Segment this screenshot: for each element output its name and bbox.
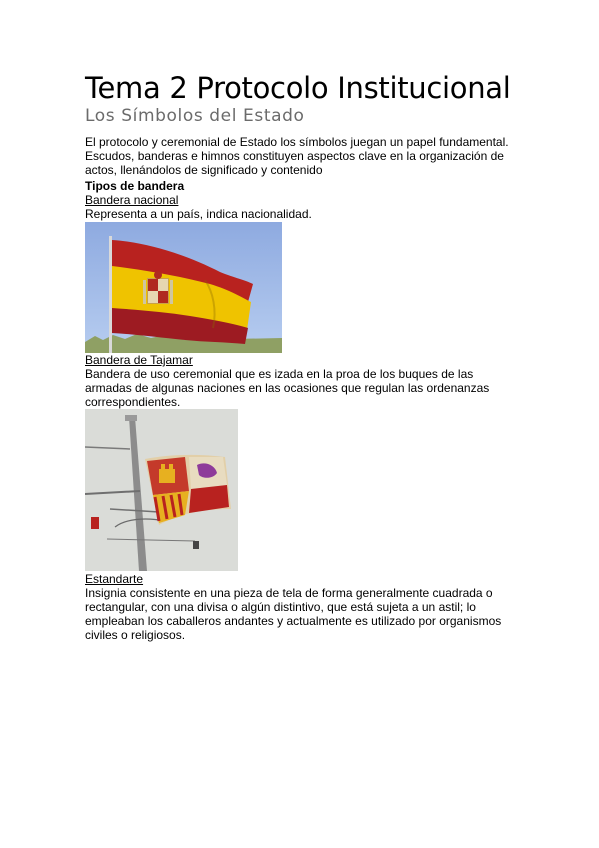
bandera-tajamar-link[interactable]: Bandera de Tajamar (85, 353, 193, 367)
item-description: civiles o religiosos. (85, 628, 186, 642)
item-heading-estandarte (85, 572, 525, 586)
document-page (85, 70, 525, 642)
item-description: Insignia consistente en una pieza de tela de forma generalmente cuadrada o (85, 586, 493, 600)
spanish-flag-photo (85, 222, 282, 353)
item-description: Representa a un país, indica nacionalidad. (85, 207, 312, 221)
item-description: armadas de algunas naciones en las ocasiones que regulan las ordenanzas (85, 381, 490, 395)
item-heading-bandera-nacional (85, 193, 525, 207)
item-heading-bandera-tajamar (85, 353, 525, 367)
bandera-nacional-link[interactable]: Bandera nacional (85, 193, 179, 207)
document-title: Tema 2 Protocolo Institucional (85, 71, 511, 105)
intro-line: actos, llenándolos de significado y contenido (85, 163, 323, 177)
intro-line: Escudos, banderas e himnos constituyen aspectos clave en la organización de (85, 149, 504, 163)
intro-line: El protocolo y ceremonial de Estado los símbolos juegan un papel fundamental. (85, 135, 509, 149)
item-description: empleaban los caballeros andantes y actualmente es utilizado por organismos (85, 614, 502, 628)
item-description: Bandera de uso ceremonial que es izada en la proa de los buques de las (85, 367, 474, 381)
tajamar-flag-photo (85, 409, 238, 571)
section-heading: Tipos de bandera (85, 179, 185, 193)
estandarte-link[interactable]: Estandarte (85, 572, 144, 586)
item-description: correspondientes. (85, 395, 181, 409)
document-subtitle: Los Símbolos del Estado (85, 106, 305, 126)
item-description: rectangular, con una divisa o algún distintivo, que está sujeta a un astil; lo (85, 600, 476, 614)
